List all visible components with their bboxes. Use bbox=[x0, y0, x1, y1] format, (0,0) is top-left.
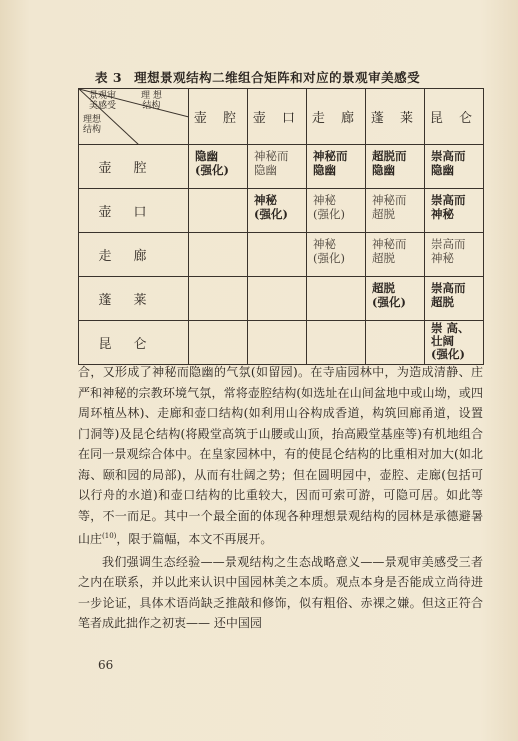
paragraph-1-end: ，限于篇幅，本文不再展开。 bbox=[116, 532, 273, 546]
table-cell: 神秘而 隐幽 bbox=[307, 145, 366, 189]
column-header-hu-qiang: 壶 腔 bbox=[189, 89, 248, 145]
table-cell bbox=[307, 277, 366, 321]
table-cell bbox=[189, 321, 248, 365]
paragraph-1-text: 合，又形成了神秘而隐幽的气氛(如留园)。在寺庙园林中，为造成清静、庄严和神秘的宗教环境气氛，常将壶腔结构(如选址在山间盆地中或山坳，或四周环植丛林)、走廊和壶口结构(如利用山谷构成香道，构筑回廊甬道，设置门洞等)及昆仑结构(将殿堂高筑于山腰或山顶，抬高殿堂基座等)有机地组合在同一景观综合体中。在皇家园林中，有的使昆仑结构的比重相对加大(如北海、颐和园的局部)，从而有壮阔之势；但在圆明园中，壶腔、走廊(包括可以行舟的水道)和壶口结构的比重较大，因而可索可游，可隐可居。如此等等，不一而足。其中一个最全面的体现各种理想景观结构的园林是承德避暑山庄 bbox=[78, 365, 483, 546]
table-cell bbox=[307, 321, 366, 365]
body-text bbox=[78, 362, 483, 634]
table-cell: 超脱而 隐幽 bbox=[366, 145, 425, 189]
table-cell bbox=[248, 277, 307, 321]
row-header: 蓬莱 bbox=[79, 277, 189, 321]
corner-ideal-structure-label: 理 想 结构 bbox=[141, 91, 162, 111]
row-header: 昆仑 bbox=[79, 321, 189, 365]
table-row bbox=[79, 277, 484, 321]
column-header-peng-lai: 蓬 莱 bbox=[366, 89, 425, 145]
footnote-reference: (10) bbox=[102, 532, 117, 540]
paragraph-2: 我们强调生态经验——景观结构之生态战略意义——景观审美感受三者之内在联系，并以此来认识中国园林美之本质。观点本身是否能成立尚待进一步论证，具体术语尚缺乏推敲和修饰，似有粗俗、赤裸之嫌。但这正符合笔者成此拙作之初衷—— 还中国园 bbox=[78, 554, 483, 630]
table-corner-cell bbox=[79, 89, 189, 145]
table-cell: 神秘而 隐幽 bbox=[248, 145, 307, 189]
structure-matrix-table bbox=[78, 88, 484, 365]
corner-row-structure-label: 理想 结构 bbox=[83, 115, 102, 135]
table-cell bbox=[189, 277, 248, 321]
corner-aesthetic-label: 景观审 美感受 bbox=[89, 91, 117, 111]
table-cell: 崇高而 神秘 bbox=[425, 189, 484, 233]
column-header-zou-lang: 走 廊 bbox=[307, 89, 366, 145]
table-row bbox=[79, 233, 484, 277]
table-cell: 崇高而 隐幽 bbox=[425, 145, 484, 189]
table-cell: 神秘而 超脱 bbox=[366, 233, 425, 277]
row-header: 壶腔 bbox=[79, 145, 189, 189]
table-cell: 崇高而 超脱 bbox=[425, 277, 484, 321]
table-header-row bbox=[79, 89, 484, 145]
table-number: 表 3 bbox=[95, 70, 123, 85]
table-cell: 隐幽 (强化) bbox=[189, 145, 248, 189]
table-row bbox=[79, 145, 484, 189]
table-cell: 崇 高、 壮阔 (强化) bbox=[425, 321, 484, 365]
table-row bbox=[79, 189, 484, 233]
row-header: 壶口 bbox=[79, 189, 189, 233]
table-cell bbox=[366, 321, 425, 365]
table-cell: 神秘 (强化) bbox=[248, 189, 307, 233]
table-cell bbox=[189, 189, 248, 233]
table-cell: 超脱 (强化) bbox=[366, 277, 425, 321]
paragraph-continuation bbox=[78, 362, 483, 550]
row-header: 走廊 bbox=[79, 233, 189, 277]
table-cell: 神秘 (强化) bbox=[307, 189, 366, 233]
table-cell: 崇高而 神秘 bbox=[425, 233, 484, 277]
column-header-kun-lun: 昆 仑 bbox=[425, 89, 484, 145]
table-cell bbox=[248, 321, 307, 365]
page-number: 66 bbox=[98, 658, 114, 672]
table-cell bbox=[189, 233, 248, 277]
table-caption: 理想景观结构二维组合矩阵和对应的景观审美感受 bbox=[134, 70, 421, 85]
column-header-hu-kou: 壶 口 bbox=[248, 89, 307, 145]
table-cell: 神秘 (强化) bbox=[307, 233, 366, 277]
table-cell bbox=[248, 233, 307, 277]
table-row bbox=[79, 321, 484, 365]
table-title bbox=[95, 68, 485, 86]
table-cell: 神秘而 超脱 bbox=[366, 189, 425, 233]
